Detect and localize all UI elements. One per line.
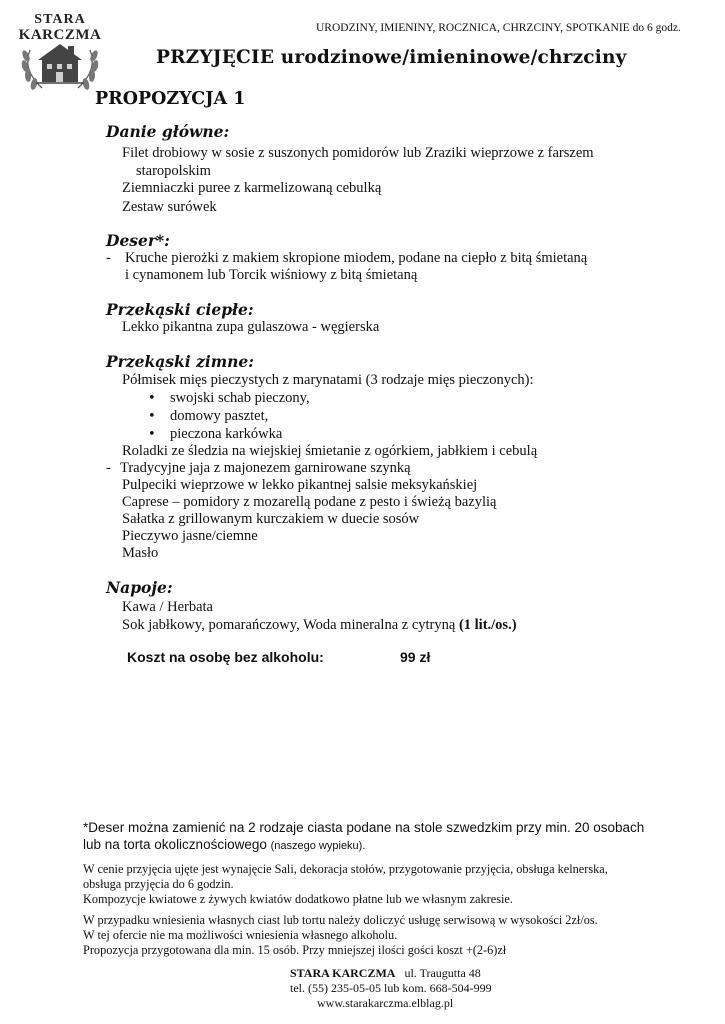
list-item: Półmisek mięs pieczystych z marynatami (3 rodzaje mięs pieczonych): [122,372,534,388]
section-title-warm-snacks: Przekąski ciepłe: [106,300,254,319]
footnote-small: (naszego wypieku). [270,840,366,852]
page-title: PRZYJĘCIE urodzinowe/imieninowe/chrzciny [156,47,627,68]
list-item: Ziemniaczki puree z karmelizowaną cebulką [122,180,382,196]
note-line: W cenie przyjęcia ujęte jest wynajęcie Sali, dekoracja stołów, przygotowanie przyjęcia, obsługa kelnerska, [83,862,608,876]
bullet-marker: • [148,409,156,424]
proposal-title: PROPOZYCJA 1 [95,89,246,109]
list-item: Roladki ze śledzia na wiejskiej śmietanie z ogórkiem, jabłkiem i cebulą [122,443,538,459]
cost-label: Koszt na osobę bez alkoholu: [127,649,324,665]
note-line: W tej ofercie nie ma możliwości wniesienia własnego alkoholu. [83,928,398,942]
cost-value: 99 zł [400,649,431,665]
list-item: domowy pasztet, [170,408,269,424]
list-item: pieczona karkówka [170,426,283,442]
dash-marker: - [106,250,111,266]
list-item: Masło [122,545,159,561]
bullet-marker: • [148,391,156,406]
section-title-main-course: Danie główne: [106,122,230,141]
logo-line-1: STARA [34,12,86,27]
list-item: Pieczywo jasne/ciemne [122,528,258,544]
list-item: Zestaw surówek [122,199,217,215]
note-line: W przypadku wniesienia własnych ciast lub tortu należy doliczyć usługę serwisową w wysokości 2zł/os. [83,913,598,927]
section-title-drinks: Napoje: [106,578,173,597]
footer-website: www.starakarczma.elblag.pl [317,996,454,1010]
footnote-text: lub na torta okolicznościowego [83,837,267,852]
bullet-marker: • [148,427,156,442]
footer-company-name: STARA KARCZMA [290,966,396,980]
footer-address-line [290,966,481,981]
list-item: Lekko pikantna zupa gulaszowa - węgierska [122,319,380,335]
list-item: swojski schab pieczony, [170,390,310,406]
list-item: Pulpeciki wieprzowe w lekko pikantnej salsie meksykańskiej [122,477,478,493]
list-item: staropolskim [136,163,211,179]
occasions-line: URODZINY, IMIENINY, ROCZNICA, CHRZCINY, SPOTKANIE do 6 godz. [316,22,681,34]
footnote-line [83,837,365,852]
footer-address: ul. Traugutta 48 [404,966,481,980]
section-title-cold-snacks: Przekąski zimne: [106,352,254,371]
list-item: Kruche pierożki z makiem skropione miodem, podane na ciepło z bitą śmietaną [125,250,588,266]
logo-line-2: KARCZMA [18,27,102,43]
dash-marker: - [106,460,111,476]
list-item-text: Sok jabłkowy, pomarańczowy, Woda mineralna z cytryną [122,617,456,633]
list-item: Filet drobiowy w sosie z suszonych pomidorów lub Zraziki wieprzowe z farszem [122,145,594,161]
list-item: i cynamonem lub Torcik wiśniowy z bitą śmietaną [125,267,418,283]
list-item [122,617,517,634]
logo [12,10,108,90]
note-line: Propozycja przygotowana dla min. 15 osób. Przy mniejszej ilości gości koszt +(2-6)zł [83,943,507,957]
list-item: Caprese – pomidory z mozarellą podane z pesto i świeżą bazylią [122,494,497,510]
list-item: Tradycyjne jaja z majonezem garnirowane szynką [120,460,411,476]
list-item: Kawa / Herbata [122,599,213,615]
footnote-line: *Deser można zamienić na 2 rodzaje ciasta podane na stole szwedzkim przy min. 20 osobach [83,820,645,835]
list-item: Sałatka z grillowanym kurczakiem w duecie sosów [122,511,420,527]
note-line: Kompozycje kwiatowe z żywych kwiatów dodatkowo płatne lub we własnym zakresie. [83,892,513,906]
note-line: obsługa przyjęcia do 6 godzin. [83,877,234,891]
section-title-dessert: Deser*: [106,231,170,250]
footer-phone: tel. (55) 235-05-05 lub kom. 668-504-999 [290,981,492,995]
portion-note: (1 lit./os.) [458,617,517,633]
